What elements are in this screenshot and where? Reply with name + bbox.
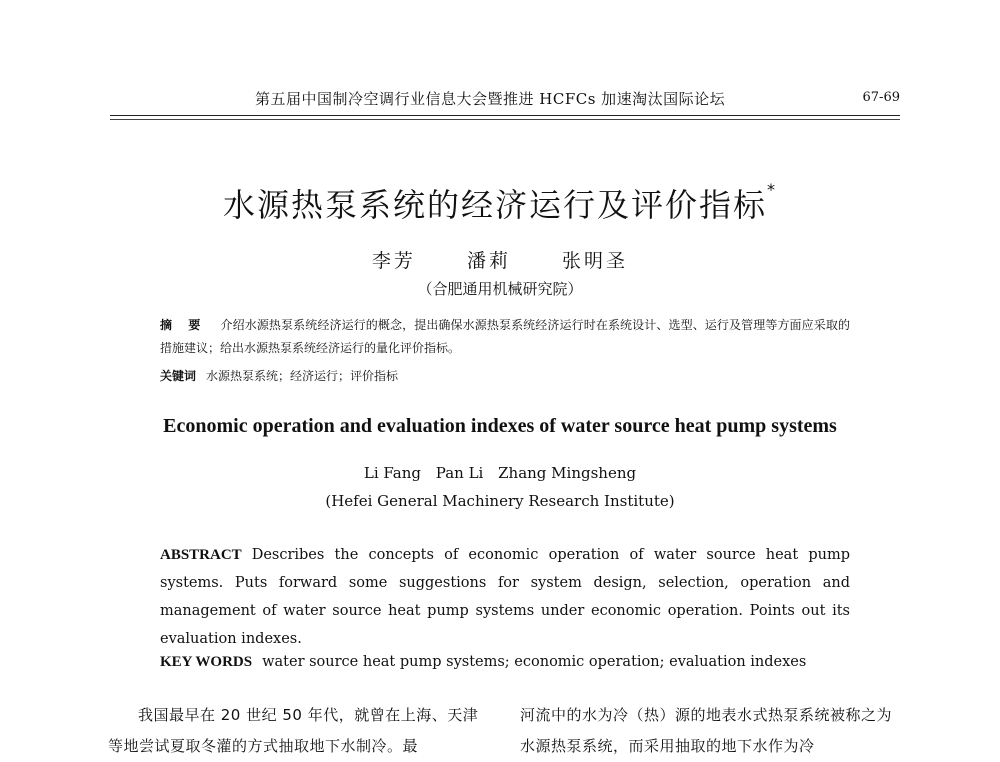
author-cn: 潘莉 <box>466 250 511 272</box>
institution-cn: （合肥通用机械研究院） <box>417 280 583 298</box>
keywords-en-text: water source heat pump systems; economic operation; evaluation indexes <box>262 654 807 670</box>
author-en: Pan Li <box>435 464 484 482</box>
body-column-right: 河流中的水为冷（热）源的地表水式热泵系统被称之为水源热泵系统，而采用抽取的地下水作为冷 <box>520 706 893 755</box>
author-en: Zhang Mingsheng <box>498 464 637 482</box>
header-rule-top <box>110 115 900 116</box>
abstract-cn-label: 摘 要 <box>160 318 207 332</box>
abstract-en-text: Describes the concepts of economic operation of water source heat pump systems. Puts forward some suggestions for system design, selection, operation and management of water source heat pump systems under economic operation. Points out its evaluation indexes. <box>160 547 850 647</box>
paper-title-en: Economic operation and evaluation indexes of water source heat pump systems <box>163 415 837 437</box>
keywords-cn <box>160 367 850 384</box>
abstract-cn <box>160 314 850 360</box>
authors-cn <box>0 246 1000 273</box>
keywords-en <box>160 654 850 671</box>
body-column-left: 我国最早在 20 世纪 50 年代，就曾在上海、天津等地尝试夏取冬灌的方式抽取地下水制冷。最 <box>108 706 479 755</box>
title-footnote-mark: * <box>767 180 777 199</box>
abstract-en <box>160 541 850 653</box>
authors-en <box>0 464 1000 482</box>
paper-title-cn-text: 水源热泵系统的经济运行及评价指标 <box>222 186 767 224</box>
keywords-cn-text: 水源热泵系统；经济运行；评价指标 <box>206 369 399 383</box>
institution-en: (Hefei General Machinery Research Institute) <box>325 492 675 510</box>
keywords-cn-label: 关键词 <box>160 369 197 383</box>
abstract-cn-text: 介绍水源热泵系统经济运行的概念，提出确保水源热泵系统经济运行时在系统设计、选型、运行及管理等方面应采取的措施建议；给出水源热泵系统经济运行的量化评价指标。 <box>160 318 850 355</box>
keywords-en-label: KEY WORDS <box>160 654 253 670</box>
paper-title-cn <box>0 180 1000 226</box>
header-rule-bottom <box>110 119 900 120</box>
author-cn: 李芳 <box>371 250 416 272</box>
author-cn: 张明圣 <box>562 250 629 272</box>
abstract-en-label: ABSTRACT <box>160 547 242 563</box>
author-en: Li Fang <box>363 464 421 482</box>
header-title: 第五届中国制冷空调行业信息大会暨推进 HCFCs 加速淘汰国际论坛 <box>255 90 726 108</box>
header-page-range: 67-69 <box>862 90 900 105</box>
running-header <box>110 88 900 110</box>
